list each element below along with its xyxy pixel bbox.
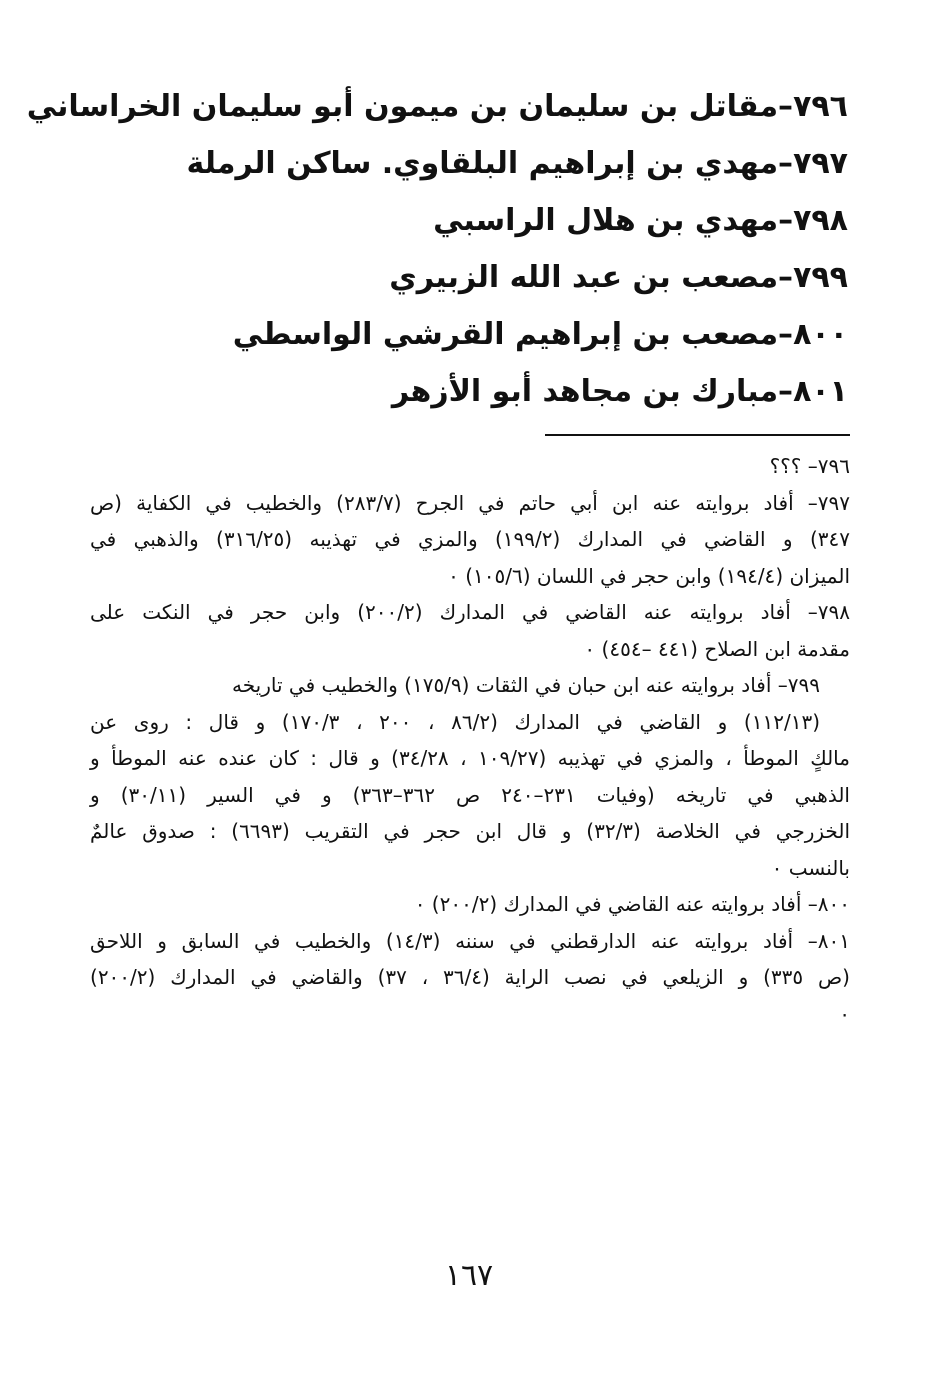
- footnote-line: الخزرجي في الخلاصة (٣٢/٣) و قال ابن حجر في التقريب (٦٦٩٣) : صدوق عالمٌ: [90, 819, 850, 843]
- narrator-entry: ٨٠٠–مصعب بن إبراهيم القرشي الواسطي: [232, 317, 848, 352]
- footnote-divider: [545, 434, 850, 436]
- footnote-line: الذهبي في تاريخه (وفيات ٢٣١–٢٤٠ ص ٣٦٢–٣٦٣) و في السير (٣٠/١١) و: [90, 782, 850, 807]
- narrator-entry: ٧٩٩–مصعب بن عبد الله الزبيري: [389, 260, 848, 295]
- narrator-entry: ٧٩٧–مهدي بن إبراهيم البلقاوي. ساكن الرملة: [186, 146, 848, 181]
- page-number: ١٦٧: [444, 1258, 494, 1293]
- narrator-entry: ٨٠١–مبارك بن مجاهد أبو الأزهر: [391, 374, 848, 409]
- footnote-line: مقدمة ابن الصلاح (٤٤١ –٤٥٤) ٠: [584, 636, 850, 661]
- footnote-line: ٧٩٦– ؟؟؟: [769, 454, 850, 478]
- footnote-line: ٧٩٩– أفاد بروايته عنه ابن حبان في الثقات (١٧٥/٩) والخطيب في تاريخه: [232, 673, 820, 697]
- footnote-line: ٨٠١– أفاد بروايته عنه الدارقطني في سننه (١٤/٣) والخطيب في السابق و اللاحق: [90, 928, 850, 953]
- footnote-line: ٠: [839, 1001, 850, 1026]
- footnote-line: ٣٤٧) و القاضي في المدارك (١٩٩/٢) والمزي في تهذيبه (٣١٦/٢٥) والذهبي في: [90, 527, 850, 551]
- narrator-entry: ٧٩٦–مقاتل بن سليمان بن ميمون أبو سليمان الخراساني: [26, 89, 848, 124]
- footnote-line: الميزان (١٩٤/٤) وابن حجر في اللسان (١٠٥/٦) ٠: [448, 563, 850, 588]
- footnote-line: ٧٩٧– أفاد بروايته عنه ابن أبي حاتم في الجرح (٢٨٣/٧) والخطيب في الكفاية (ص: [90, 490, 850, 515]
- footnotes: [90, 448, 850, 1032]
- footnote-line: ٨٠٠– أفاد بروايته عنه القاضي في المدارك (٢٠٠/٢) ٠: [414, 892, 850, 916]
- footnote-line: (ص ٣٣٥) و الزيلعي في نصب الراية (٣٦/٤ ، ٣٧) والقاضي في المدارك (٢٠٠/٢): [90, 965, 850, 989]
- footnote-line: (١١٢/١٣) و القاضي في المدارك (٨٦/٢ ، ٢٠٠ ، ١٧٠/٣) و قال : روى عن: [90, 709, 820, 734]
- narrator-list: [26, 78, 848, 420]
- footnote-line: بالنسب ٠: [771, 855, 850, 880]
- footnote-line: ٧٩٨– أفاد بروايته عنه القاضي في المدارك (٢٠٠/٢) وابن حجر في النكت على: [90, 600, 850, 624]
- footnote-line: مالكٍ الموطأ ، والمزي في تهذيبه (١٠٩/٢٧ ، ٣٤/٢٨) و قال : كان عنده عنه الموطأ و: [90, 746, 850, 770]
- narrator-entry: ٧٩٨–مهدي بن هلال الراسبي: [433, 203, 848, 238]
